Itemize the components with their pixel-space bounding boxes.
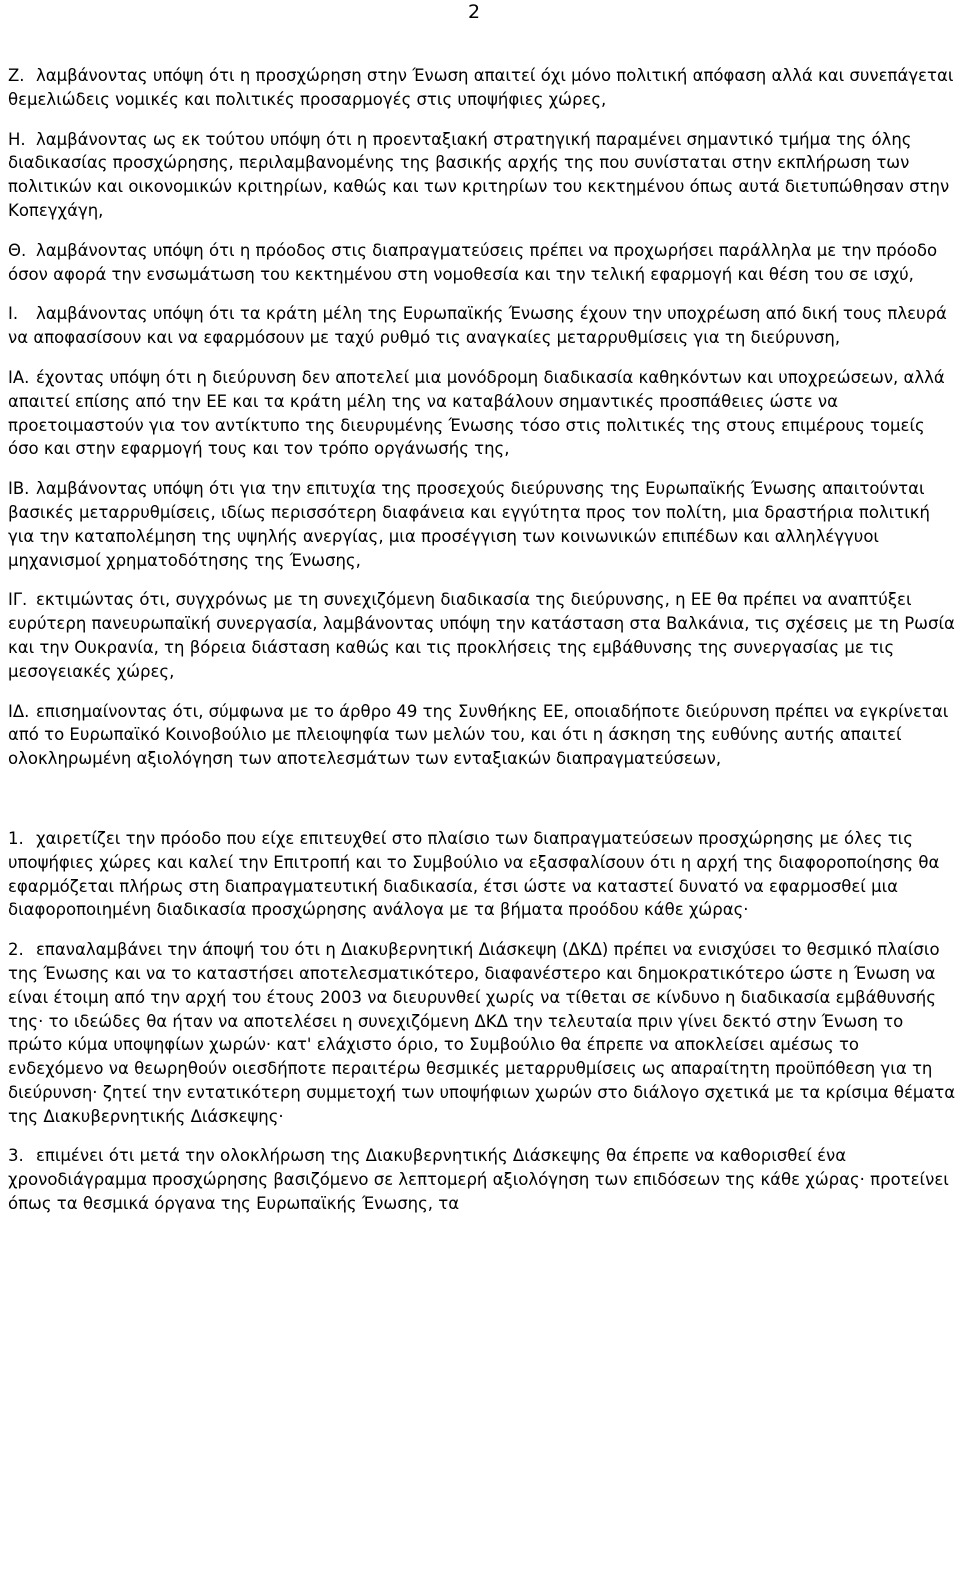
- recital-text: λαμβάνοντας υπόψη ότι η πρόοδος στις διαπραγματεύσεις πρέπει να προχωρήσει παράλληλα με την πρόοδο όσον αφορά την ενσωμάτωση του κεκτημένου στη νομοθεσία και την τελική εφαρμογή και θέση του σε ισχύ,: [8, 240, 938, 284]
- recital-text: λαμβάνοντας υπόψη ότι για την επιτυχία της προσεχούς διεύρυνσης της Ευρωπαϊκής Ένωσης απαιτούνται βασικές μεταρρυθμίσεις, ιδίως περισσότερη διαφάνεια και εγγύτητα προς τον πολίτη, μια δραστήρια πολιτική για την καταπολέμηση της υψηλής ανεργίας, μια προσέγγιση των κοινωνικών επιπέδων και αλληλέγγυοι μηχανισμοί χρηματοδότησης της Ένωσης,: [8, 479, 930, 570]
- recital-text: λαμβάνοντας υπόψη ότι η προσχώρηση στην Ένωση απαιτεί όχι μόνο πολιτική απόφαση αλλά και συνεπάγεται θεμελιώδεις νομικές και πολιτικές προσαρμογές στις υποψήφιες χώρες,: [8, 66, 954, 109]
- recital-label: ΙΒ.: [8, 479, 30, 499]
- point-label: 3.: [8, 1146, 24, 1166]
- recital-th: [8, 239, 958, 287]
- recital-label: ΙΓ.: [8, 590, 28, 610]
- recital-label: Θ.: [8, 240, 27, 260]
- recital-ia: [8, 366, 958, 461]
- point-1: [8, 827, 958, 922]
- recital-ig: [8, 588, 958, 683]
- point-text: επαναλαμβάνει την άποψή του ότι η Διακυβερνητική Διάσκεψη (ΔΚΔ) πρέπει να ενισχύσει το θεσμικό πλαίσιο της Ένωσης και να το καταστήσει αποτελεσματικότερο, διαφανέστερο και δημοκρατικότερο ώστε η Ένωση να είναι έτοιμη από την αρχή του έτους 2003 να διευρυνθεί χωρίς να τίθεται σε κίνδυνο η διαδικασία εμβάθυνσής της· το ιδεώδες θα ήταν να αποτελέσει η συνεχιζόμενη ΔΚΔ την τελευταία πριν γίνει δεκτό στην Ένωση το πρώτο κύμα υποψηφίων χωρών· κατ' ελάχιστο όριο, το Συμβούλιο θα έπρεπε να αποκλείσει αμέσως το ενδεχόμενο να θεωρηθούν οιεσδήποτε περαιτέρω θεσμικές μεταρρυθμίσεις ως απαραίτητη προϋπόθεση για τη διεύρυνση· ζητεί την εντατικότερη συμμετοχή των υποψήφιων χωρών στο διάλογο σχετικά με τα κρίσιμα θέματα της Διακυβερνητικής Διάσκεψης·: [8, 940, 956, 1126]
- recital-id: [8, 700, 958, 771]
- point-2: [8, 938, 958, 1128]
- recital-text: επισημαίνοντας ότι, σύμφωνα με το άρθρο 49 της Συνθήκης ΕΕ, οποιαδήποτε διεύρυνση πρέπει να εγκρίνεται από το Ευρωπαϊκό Κοινοβούλιο με πλειοψηφία των μελών του, και ότι η άσκηση της ευθύνης αυτής απαιτεί ολοκληρωμένη αξιολόγηση των αποτελεσμάτων των ενταξιακών διαπραγματεύσεων,: [8, 701, 949, 769]
- recital-label: ΙΔ.: [8, 701, 30, 721]
- recital-text: λαμβάνοντας υπόψη ότι τα κράτη μέλη της Ευρωπαϊκής Ένωσης έχουν την υποχρέωση από δική τους πλευρά να αποφασίσουν και να εφαρμόσουν με ταχύ ρυθμό τις αναγκαίες μεταρρυθμίσεις για τη διεύρυνση,: [8, 304, 947, 348]
- point-label: 2.: [8, 940, 24, 960]
- point-3: [8, 1144, 958, 1215]
- point-text: χαιρετίζει την πρόοδο που είχε επιτευχθεί στο πλαίσιο των διαπραγματεύσεων προσχώρησης με όλες τις υποψήφιες χώρες και καλεί την Επιτροπή και το Συμβούλιο να εξασφαλίσουν ότι η αρχή της διαφοροποίησης θα εφαρμόζεται πλήρως στη διαπραγματευτική διαδικασία, έτσι ώστε να καταστεί δυνατό να εφαρμοσθεί μια διαφοροποιημένη διαδικασία προσχώρησης ανάλογα με τα βήματα προόδου κάθε χώρας·: [8, 828, 940, 920]
- point-text: επιμένει ότι μετά την ολοκλήρωση της Διακυβερνητικής Διάσκεψης θα έπρεπε να καθορισθεί ένα χρονοδιάγραμμα προσχώρησης βασιζόμενο σε λεπτομερή αξιολόγηση των επιδόσεων της κάθε χώρας· προτείνει όπως τα θεσμικά όργανα της Ευρωπαϊκής Ένωσης, τα: [8, 1146, 949, 1214]
- recital-i: [8, 302, 958, 350]
- recital-label: Ι.: [8, 304, 19, 324]
- recital-z: [8, 64, 958, 112]
- recital-label: ΙΑ.: [8, 367, 30, 387]
- document-body: [8, 64, 958, 1232]
- page-number: 2: [468, 1, 481, 23]
- recital-text: λαμβάνοντας ως εκ τούτου υπόψη ότι η προενταξιακή στρατηγική παραμένει σημαντικό τμήμα της όλης διαδικασίας προσχώρησης, περιλαμβανομένης της βασικής αρχής της που συνίσταται στην εκπλήρωση των πολιτικών και οικονομικών κριτηρίων, καθώς και των κριτηρίων του κεκτημένου όπως αυτά διετυπώθησαν στην Κοπεγχάγη,: [8, 129, 950, 220]
- recital-text: έχοντας υπόψη ότι η διεύρυνση δεν αποτελεί μια μονόδρομη διαδικασία καθηκόντων και υποχρεώσεων, αλλά απαιτεί επίσης από την ΕΕ και τα κράτη μέλη της να καταβάλουν σημαντικές προσπάθειες ώστε να προετοιμαστούν για τον αντίκτυπο της διευρυμένης Ένωσης τόσο στις πολιτικές της στους επιμέρους τομείς όσο και στην εφαρμογή τους και τον τρόπο οργάνωσής της,: [8, 367, 945, 459]
- point-label: 1.: [8, 828, 24, 848]
- recital-h: [8, 128, 958, 223]
- recital-label: Η.: [8, 129, 26, 149]
- recital-text: εκτιμώντας ότι, συγχρόνως με τη συνεχιζόμενη διαδικασία της διεύρυνσης, η ΕΕ θα πρέπει να αναπτύξει ευρύτερη πανευρωπαϊκή συνεργασία, λαμβάνοντας υπόψη την κατάσταση στα Βαλκάνια, τις σχέσεις με τη Ρωσία και την Ουκρανία, τη βόρεια διάσταση καθώς και τις προκλήσεις της εμβάθυνσης της συνεργασίας με τις μεσογειακές χώρες,: [8, 590, 955, 681]
- recital-ib: [8, 477, 958, 572]
- recital-label: Ζ.: [8, 66, 25, 85]
